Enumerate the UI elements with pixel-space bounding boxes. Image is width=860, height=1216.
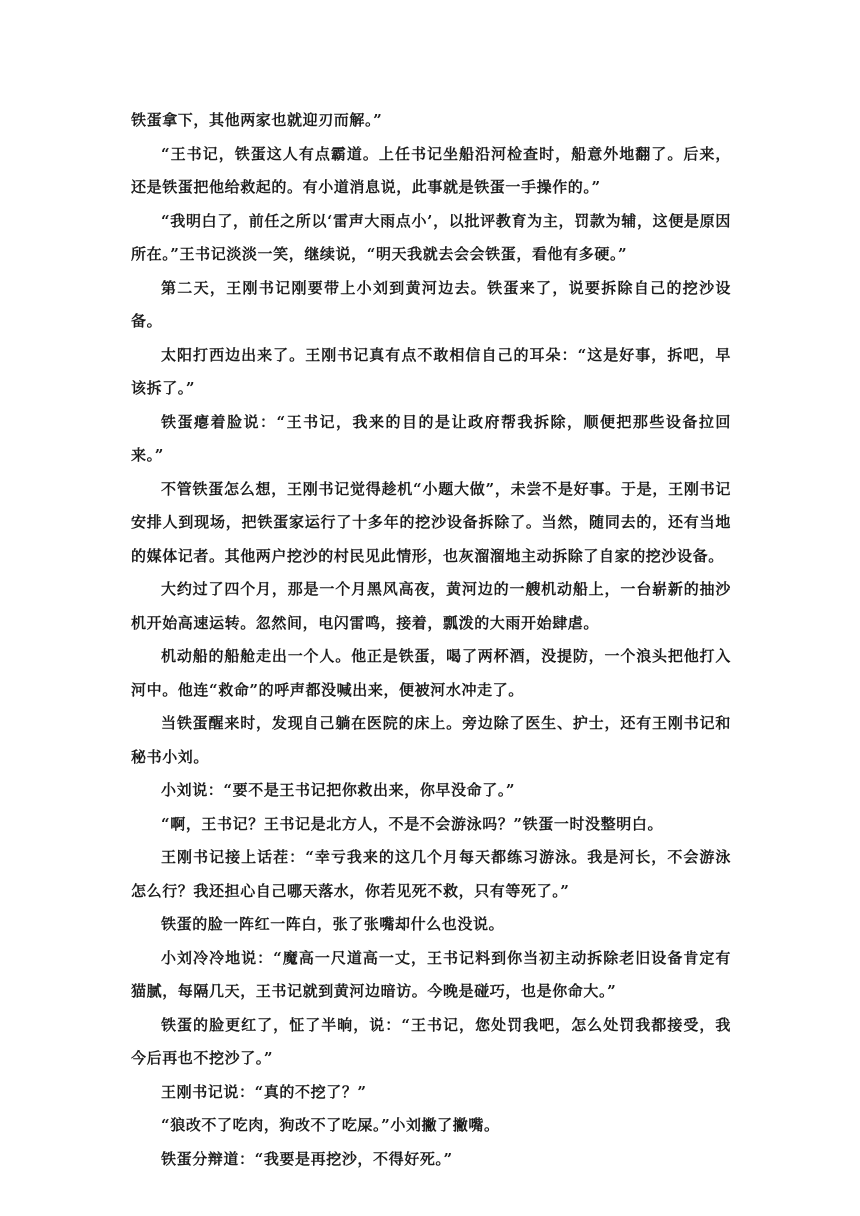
paragraph: 铁蛋的脸一阵红一阵白，张了张嘴却什么也没说。 <box>161 915 505 933</box>
paragraph: 当铁蛋醒来时，发现自己躺在医院的床上。旁边除了医生、护士，还有王刚书记和秘书小刘。 <box>131 714 731 766</box>
paragraph: 铁蛋分辩道：“我要是再挖沙，不得好死。” <box>161 1149 453 1168</box>
paragraph: “啊，王书记？王书记是北方人，不是不会游泳吗？”铁蛋一时没整明白。 <box>161 814 664 833</box>
paragraph: 铁蛋瘪着脸说：“王书记，我来的目的是让政府帮我拆除，顺便把那些设备拉回来。” <box>131 412 731 464</box>
paragraph: “王书记，铁蛋这人有点霸道。上任书记坐船沿河检查时，船意外地翻了。后来，还是铁蛋把他给救起的。有小道消息说，此事就是铁蛋一手操作的。” <box>131 144 731 196</box>
paragraph: 铁蛋的脸更红了，怔了半晌，说：“王书记，您处罚我吧，怎么处罚我都接受，我今后再也不挖沙了。” <box>131 1015 731 1067</box>
paragraph: 机动船的船舱走出一个人。他正是铁蛋，喝了两杯酒，没提防，一个浪头把他打入河中。他连“救命”的呼声都没喊出来，便被河水冲走了。 <box>131 647 731 699</box>
paragraph: 铁蛋拿下，其他两家也就迎刃而解。” <box>131 111 383 129</box>
paragraph: 不管铁蛋怎么想，王刚书记觉得趁机“小题大做”，未尝不是好事。于是，王刚书记安排人到现场，把铁蛋家运行了十多年的挖沙设备拆除了。当然，随同去的，还有当地的媒体记者。其他两户挖沙的村民见此情形，也灰溜溜地主动拆除了自家的挖沙设备。 <box>131 479 731 565</box>
paragraph: 第二天，王刚书记刚要带上小刘到黄河边去。铁蛋来了，说要拆除自己的挖沙设备。 <box>131 278 731 330</box>
paragraph: “我明白了，前任之所以‘雷声大雨点小’，以批评教育为主，罚款为辅，这便是原因所在。”王书记淡淡一笑，继续说，“明天我就去会会铁蛋，看他有多硬。” <box>131 211 731 263</box>
paragraph: 太阳打西边出来了。王刚书记真有点不敢相信自己的耳朵：“这是好事，拆吧，早该拆了。” <box>131 345 731 397</box>
paragraph: “狼改不了吃肉，狗改不了吃屎。”小刘撇了撇嘴。 <box>161 1116 500 1134</box>
paragraph: 大约过了四个月，那是一个月黑风高夜，黄河边的一艘机动船上，一台崭新的抽沙机开始高速运转。忽然间，电闪雷鸣，接着，瓢泼的大雨开始肆虐。 <box>131 580 731 632</box>
paragraph: 王刚书记说：“真的不挖了？” <box>161 1082 367 1101</box>
paragraph: 小刘冷冷地说：“魔高一尺道高一丈，王书记料到你当初主动拆除老旧设备肯定有猫腻，每隔几天，王书记就到黄河边暗访。今晚是碰巧，也是你命大。” <box>131 948 731 1000</box>
paragraph: 王刚书记接上话茬：“幸亏我来的这几个月每天都练习游泳。我是河长，不会游泳怎么行？我还担心自己哪天落水，你若见死不救，只有等死了。” <box>131 848 731 900</box>
paragraph: 小刘说：“要不是王书记把你救出来，你早没命了。” <box>161 781 516 799</box>
story-text <box>131 104 731 1176</box>
